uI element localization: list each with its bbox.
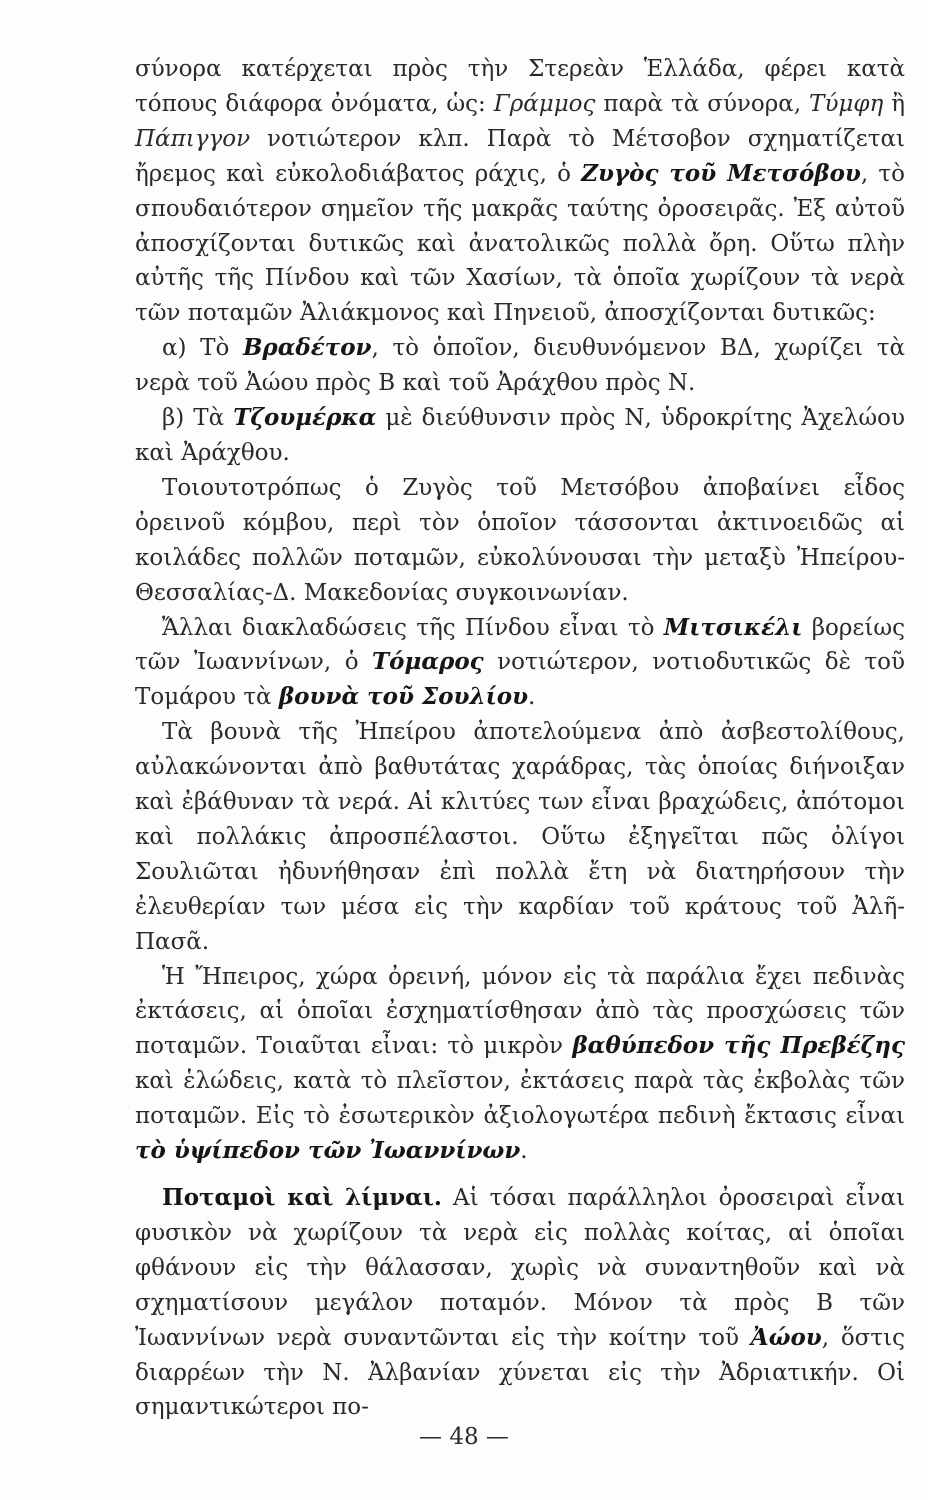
term-ioannina-plateau: τὸ ὑψίπεδον τῶν Ἰωαννίνων <box>135 1137 521 1165</box>
paragraph-rivers-lakes <box>135 1181 905 1425</box>
text-run: , ὅστις διαρρέων τὴν Ν. Ἀλβανίαν χύνεται εἰς τὴν Ἀδριατικήν. Οἱ σημαντικώτεροι πο- <box>135 1324 906 1421</box>
text-run: . <box>528 684 536 711</box>
term-aoos: Ἀώου <box>750 1323 822 1351</box>
term-tzoumerka: Τζουμέρκα <box>233 404 377 432</box>
text-run: νοτιώτερον, νοτιοδυτικῶς δὲ τοῦ Τομάρου τὰ <box>135 649 905 711</box>
term-tomaros: Τόμαρος <box>372 648 484 676</box>
term-zygos-metsovou: Ζυγὸς τοῦ Μετσόβου <box>581 159 861 187</box>
text-run: Αἱ τόσαι παράλληλοι ὀροσειραὶ εἶναι φυσικὸν νὰ χωρίζουν τὰ νερὰ εἰς πολλὰς κοίτας, αἱ ὁποῖαι φθάνουν εἰς τὴν θάλασσαν, χωρὶς νὰ συναντηθοῦν καὶ νὰ σχηματίσουν μεγάλον ποταμόν. Μόνον τὰ πρὸς Β τῶν Ἰωαννίνων νερὰ συναντῶνται εἰς τὴν κοίτην τοῦ <box>135 1185 906 1351</box>
text-run: Ἄλλαι διακλαδώσεις τῆς Πίνδου εἶναι τὸ <box>162 614 664 641</box>
paragraph-plains <box>135 960 905 1169</box>
text-run: καὶ ἑλώδεις, κατὰ τὸ πλεῖστον, ἐκτάσεις παρὰ τὰς ἐκβολὰς τῶν ποταμῶν. Εἰς τὸ ἐσωτερικὸν ἀξιολογωτέρα πεδινὴ ἔκτασις εἶναι <box>135 1068 905 1130</box>
text-run: Τὰ βουνὰ τῆς Ἠπείρου ἀποτελούμενα ἀπὸ ἀσβεστολίθους, αὐλακώνονται ἀπὸ βαθυτάτας χαράδρας, τὰς ὁποίας διήνοιξαν καὶ ἐβάθυναν τὰ νερά. Αἱ κλιτύες των εἶναι βραχώδεις, ἀπότομοι καὶ πολλάκις ἀπροσπέλαστοι. Οὕτω ἐξηγεῖται πῶς ὀλίγοι Σουλιῶται ἠδυνήθησαν ἐπὶ πολλὰ ἔτη νὰ διατηρήσουν τὴν ἐλευθερίαν των μέσα εἰς τὴν καρδίαν τοῦ κράτους τοῦ Ἀλῆ-Πασᾶ. <box>135 719 905 955</box>
term-mitsikeli: Μιτσικέλι <box>663 613 803 641</box>
body-text <box>135 52 905 1425</box>
text-run: παρὰ τὰ σύνορα, <box>595 90 810 117</box>
term-preveza-lowland: βαθύπεδον τῆς Πρεβέζης <box>572 1032 905 1060</box>
text-run: , τὸ ὁποῖον, διευθυνόμενον ΒΔ, χωρίζει τὰ νερὰ τοῦ Ἀώου πρὸς Β καὶ τοῦ Ἀράχθου πρὸς Ν. <box>135 335 905 397</box>
text-run: β) Τὰ <box>162 405 234 432</box>
section-heading-rivers-lakes: Ποταμοὶ καὶ λίμναι. <box>162 1184 442 1211</box>
paragraph-branches <box>135 611 905 716</box>
text-run: νοτιώτερον κλπ. Παρὰ τὸ Μέτσοβον σχηματίζεται ἤρεμος καὶ εὐκολοδιάβατος ράχις, ὁ <box>135 125 905 187</box>
page-number: — 48 — <box>419 1424 509 1450</box>
paragraph-item-b <box>135 401 905 471</box>
text-run: , τὸ σπουδαιότερον σημεῖον τῆς μακρᾶς ταύτης ὀροσειρᾶς. Ἐξ αὐτοῦ ἀποσχίζονται δυτικῶς καὶ ἀνατολικῶς πολλὰ ὄρη. Οὕτω πλὴν αὐτῆς τῆς Πίνδου καὶ τῶν Χασίων, τὰ ὁποῖα χωρίζουν τὰ νερὰ τῶν ποταμῶν Ἀλιάκμονος καὶ Πηνειοῦ, ἀποσχίζονται δυτικῶς: <box>135 160 905 327</box>
text-run: ἢ <box>883 90 906 117</box>
text-run: βορείως τῶν Ἰωαννίνων, ὁ <box>135 614 905 676</box>
text-run: Τοιουτοτρόπως ὁ Ζυγὸς τοῦ Μετσόβου ἀποβαίνει εἶδος ὀρεινοῦ κόμβου, περὶ τὸν ὁποῖον τάσσονται ἀκτινοειδῶς αἱ κοιλάδες πολλῶν ποταμῶν, εὐκολύνουσαι τὴν μεταξὺ Ἠπείρου-Θεσσαλίας-Δ. Μακεδονίας συγκοινωνίαν. <box>135 474 905 606</box>
term-tymfi: Τύμφη <box>809 90 884 117</box>
text-run: μὲ διεύθυνσιν πρὸς Ν, ὑδροκρίτης Ἀχελώου καὶ Ἀράχθου. <box>135 405 906 466</box>
text-run: . <box>520 1138 528 1165</box>
text-run: Ἡ Ἤπειρος, χώρα ὀρεινή, μόνον εἰς τὰ παράλια ἔχει πεδινὰς ἐκτάσεις, αἱ ὁποῖαι ἐσχηματίσθησαν ἀπὸ τὰς προσχώσεις τῶν ποταμῶν. Τοιαῦται εἶναι: τὸ μικρὸν <box>135 963 905 1060</box>
term-vradeton: Βραδέτον <box>242 334 372 362</box>
term-grammos: Γράμμος <box>493 90 596 117</box>
paragraph-mountains <box>135 52 905 331</box>
paragraph-mountain-knot <box>135 471 905 611</box>
term-papingon: Πάπιγγον <box>135 125 251 152</box>
term-souli-mountains: βουνὰ τοῦ Σουλίου <box>278 683 529 711</box>
text-run: σύνορα κατέρχεται πρὸς τὴν Στερεὰν Ἑλλάδα, φέρει κατὰ τόπους διάφορα ὀνόματα, ὡς: <box>135 56 905 117</box>
paragraph-item-a <box>135 331 905 401</box>
paragraph-ravines <box>135 715 905 959</box>
text-run: α) Τὸ <box>162 335 243 362</box>
